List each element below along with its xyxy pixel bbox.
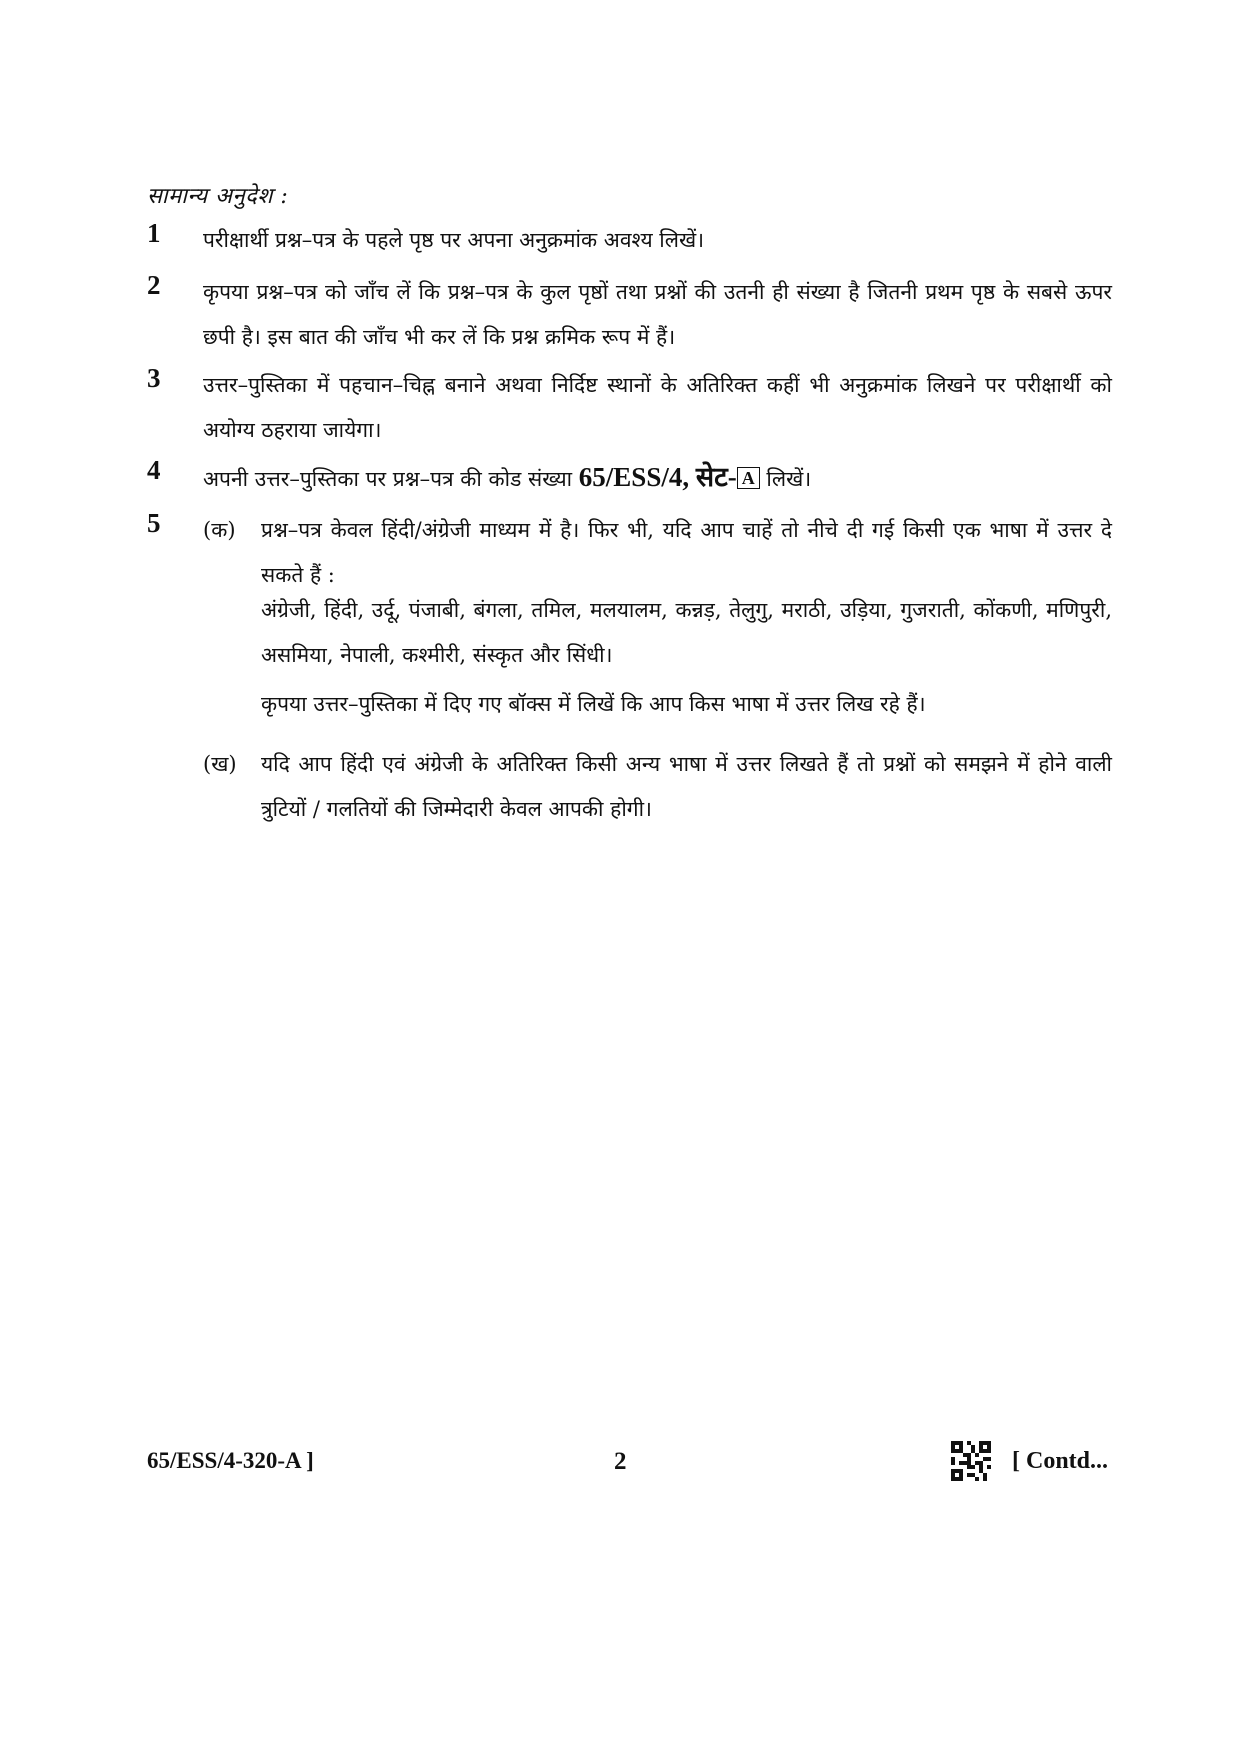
- page-number: 2: [614, 1448, 627, 1475]
- sub-item-label: (ख): [203, 752, 237, 776]
- qr-code-icon: [951, 1441, 991, 1481]
- item-number: 1: [147, 218, 161, 248]
- item-text-before: अपनी उत्तर–पुस्तिका पर प्रश्न–पत्र की कोड संख्या: [203, 467, 573, 491]
- item-text: परीक्षार्थी प्रश्न–पत्र के पहले पृष्ठ पर अपना अनुक्रमांक अवश्य लिखें।: [203, 228, 705, 252]
- instruction-item-5: [147, 508, 1112, 868]
- instruction-item-3: [147, 363, 1112, 453]
- item-number: 3: [147, 363, 161, 393]
- language-list: अंग्रेजी, हिंदी, उर्दू, पंजाबी, बंगला, तमिल, मलयालम, कन्नड़, तेलुगु, मराठी, उड़िया, गुजराती, कोंकणी, मणिपुरी, असमिया, नेपाली, कश्मीरी, संस्कृत और सिंधी।: [261, 598, 1112, 667]
- instruction-item-2: [147, 270, 1112, 360]
- item-text: कृपया प्रश्न–पत्र को जाँच लें कि प्रश्न–पत्र के कुल पृष्ठों तथा प्रश्नों की उतनी ही संख्या है जितनी प्रथम पृष्ठ के सबसे ऊपर छपी है। इस बात की जाँच भी कर लें कि प्रश्न क्रमिक रूप में हैं।: [203, 280, 1112, 349]
- sub-item-text: प्रश्न–पत्र केवल हिंदी/अंग्रेजी माध्यम में है। फिर भी, यदि आप चाहें तो नीचे दी गई किसी एक भाषा में उत्तर दे सकते हैं :: [261, 518, 1112, 587]
- continued-label: [ Contd...: [1012, 1448, 1109, 1474]
- box-note: कृपया उत्तर–पुस्तिका में दिए गए बॉक्स में लिखें कि आप किस भाषा में उत्तर लिख रहे हैं।: [261, 692, 926, 716]
- set-box: A: [737, 467, 760, 489]
- instructions-heading: सामान्य अनुदेश :: [147, 184, 289, 209]
- sub-item-b: [203, 742, 1112, 832]
- instruction-item-1: [147, 218, 1112, 263]
- item-number: 5: [147, 508, 161, 538]
- question-paper-code: 65/ESS/4, सेट-: [578, 462, 737, 492]
- sub-item-label: (क): [203, 518, 236, 542]
- sub-item-text: यदि आप हिंदी एवं अंग्रेजी के अतिरिक्त किसी अन्य भाषा में उत्तर लिखते हैं तो प्रश्नों को समझने में होने वाली त्रुटियों / गलतियों की जिम्मेदारी केवल आपकी होगी।: [261, 752, 1112, 821]
- sub-item-a: [203, 508, 1112, 598]
- footer-paper-code: 65/ESS/4-320-A ]: [147, 1448, 314, 1473]
- item-text: उत्तर–पुस्तिका में पहचान–चिह्न बनाने अथवा निर्दिष्ट स्थानों के अतिरिक्त कहीं भी अनुक्रमांक लिखने पर परीक्षार्थी को अयोग्य ठहराया जायेगा।: [203, 373, 1112, 442]
- instruction-item-4: [147, 455, 1112, 500]
- item-text-after: लिखें।: [766, 467, 812, 491]
- item-number: 4: [147, 455, 161, 485]
- item-number: 2: [147, 270, 161, 300]
- item-text: [203, 455, 1112, 502]
